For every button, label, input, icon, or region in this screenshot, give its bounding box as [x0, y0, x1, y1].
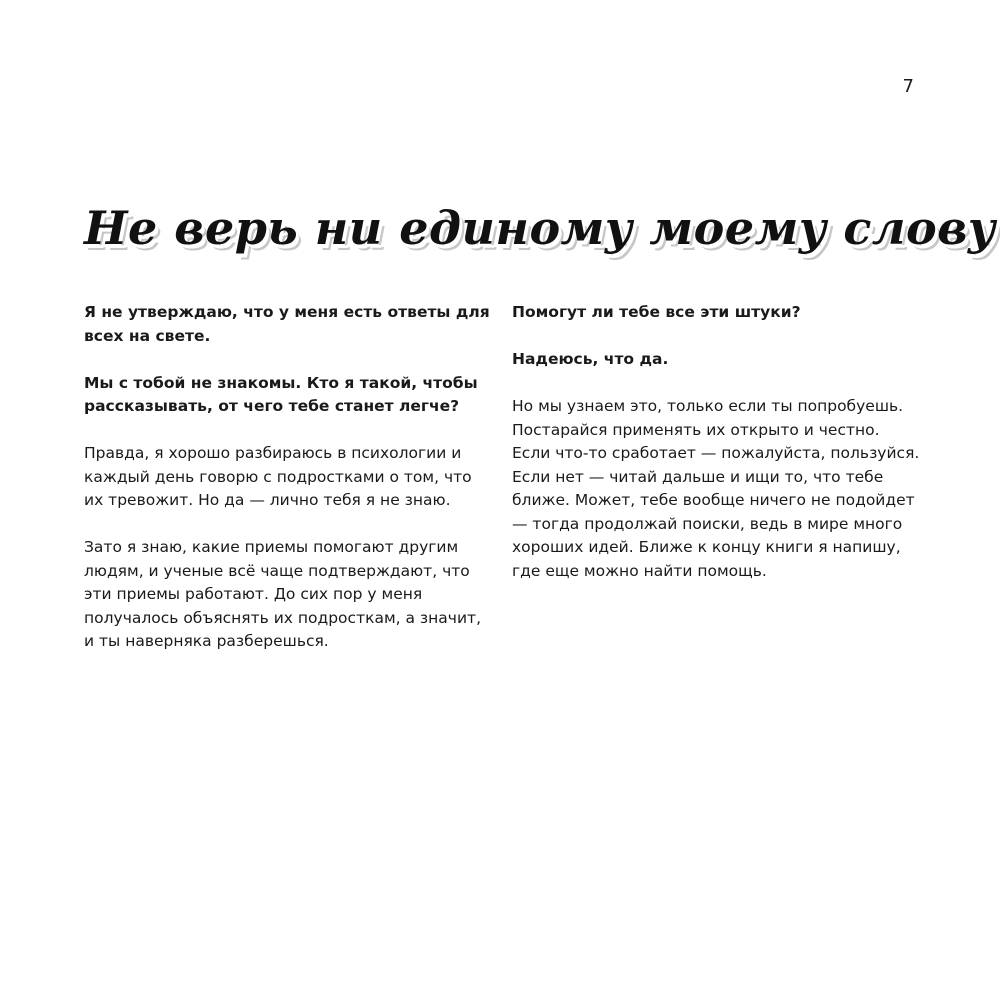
right-column [512, 301, 922, 607]
intro-paragraph-2: Мы с тобой не знакомы. Кто я такой, чтобы рассказывать, от чего тебе станет легче? [84, 373, 478, 415]
body-paragraph-1: Правда, я хорошо разбираюсь в психологии и каждый день говорю с подростками о том, что их тревожит. Но да — лично тебя я не знаю. [84, 444, 472, 509]
page-number: 7 [902, 76, 914, 97]
left-column [84, 301, 494, 677]
chapter-title: Не верь ни единому моему слову [84, 201, 996, 255]
body-paragraph-3: Но мы узнаем это, только если ты попробуешь. Постарайся применять их открыто и честно. Если что-то сработает — пожалуйста, пользуйся. Если нет — читай дальше и ищи то, что тебе ближе. Может, тебе вообще ничего не подойдет — тогда продолжай поиски, ведь в мире много хороших идей. Ближе к концу книги я напишу, где еще можно найти помощь. [512, 397, 920, 580]
body-paragraph-2: Зато я знаю, какие приемы помогают другим людям, и ученые всё чаще подтверждают, что эти приемы работают. До сих пор у меня получалось объяснять их подросткам, а значит, и ты наверняка разберешься. [84, 538, 481, 650]
answer-paragraph: Надеюсь, что да. [512, 350, 669, 368]
question-paragraph: Помогут ли тебе все эти штуки? [512, 303, 801, 321]
intro-paragraph-1: Я не утверждаю, что у меня есть ответы для всех на свете. [84, 303, 490, 345]
